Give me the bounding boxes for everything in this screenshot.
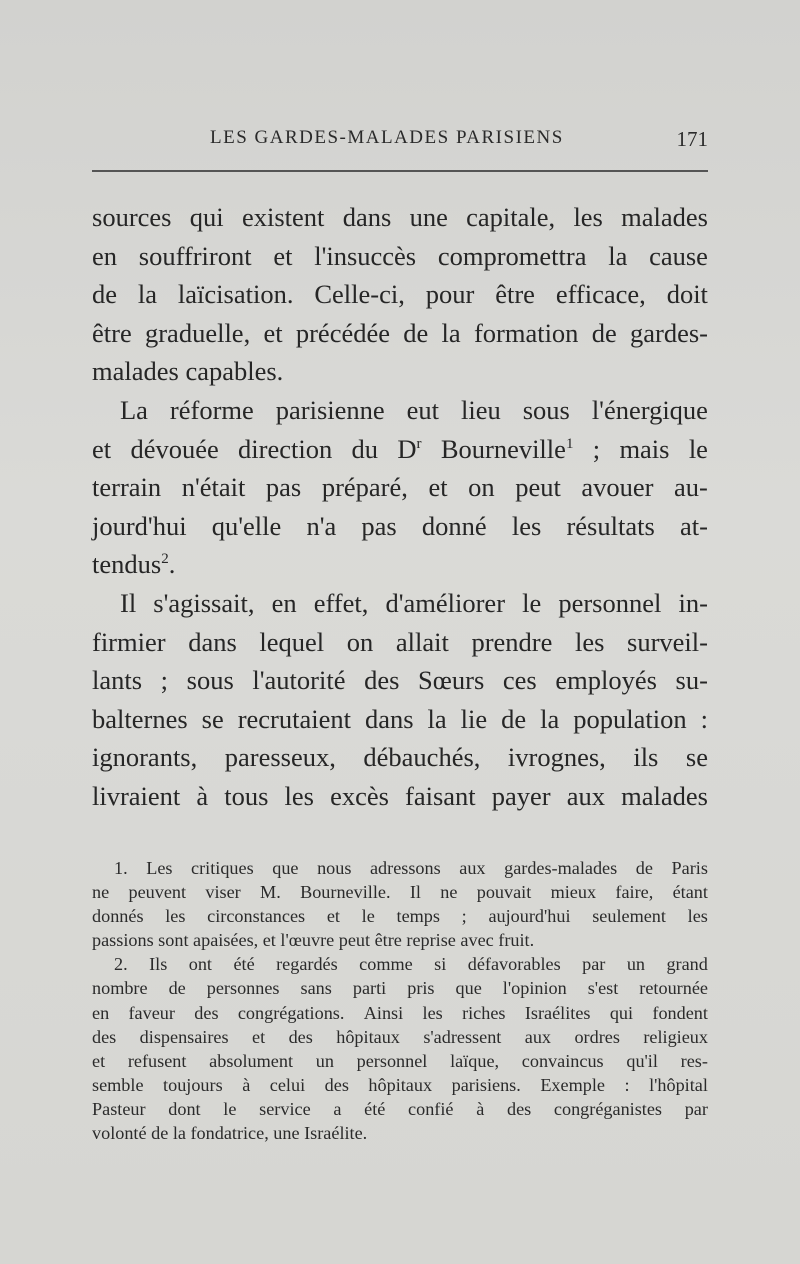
body-line: en souffriront et l'insuccès compromettra la cause bbox=[92, 240, 708, 271]
running-head: LES GARDES-MALADES PARISIENS bbox=[210, 127, 564, 148]
body-line: firmier dans lequel on allait prendre les surveil- bbox=[92, 626, 708, 657]
body-line: terrain n'était pas préparé, et on peut avouer au- bbox=[92, 472, 708, 503]
body-line: balternes se recrutaient dans la lie de la population : bbox=[92, 703, 708, 734]
page-header bbox=[92, 127, 708, 157]
footnotes bbox=[92, 856, 708, 1145]
footnote-line: 2. Ils ont été regardés comme si défavorables par un grand bbox=[114, 954, 708, 975]
footnote-line: passions sont apaisées, et l'œuvre peut être reprise avec fruit. bbox=[92, 930, 535, 951]
body-line: ignorants, paresseux, débauchés, ivrognes, ils se bbox=[92, 742, 708, 773]
footnote-line: donnés les circonstances et le temps ; aujourd'hui seulement les bbox=[92, 906, 708, 927]
footnote-line: des dispensaires et des hôpitaux s'adressent aux ordres religieux bbox=[92, 1026, 708, 1047]
footnote-line: semble toujours à celui des hôpitaux parisiens. Exemple : l'hôpital bbox=[92, 1074, 708, 1095]
body-line: et dévouée direction du $D^r$ Bourneville$^1$ ; mais le bbox=[92, 433, 708, 464]
body-text bbox=[92, 198, 708, 816]
footnote-line: nombre de personnes sans parti pris que l'opinion s'est retournée bbox=[92, 978, 708, 999]
body-line: lants ; sous l'autorité des Sœurs ces employés su- bbox=[92, 665, 708, 696]
body-line: tendus$^2$. bbox=[92, 549, 176, 580]
body-line: livraient à tous les excès faisant payer aux malades bbox=[92, 780, 708, 811]
footnote-line: Pasteur dont le service a été confié à des congréganistes par bbox=[92, 1098, 708, 1119]
page-number: 171 bbox=[676, 127, 708, 151]
body-line: de la laïcisation. Celle-ci, pour être efficace, doit bbox=[92, 279, 708, 310]
footnote-line: et refusent absolument un personnel laïque, convaincus qu'il res- bbox=[92, 1050, 708, 1071]
body-line: être graduelle, et précédée de la formation de gardes- bbox=[92, 317, 708, 348]
body-line: Il s'agissait, en effet, d'améliorer le personnel in- bbox=[120, 587, 708, 618]
body-line: jourd'hui qu'elle n'a pas donné les résultats at- bbox=[92, 510, 708, 541]
body-line: La réforme parisienne eut lieu sous l'énergique bbox=[120, 394, 708, 425]
body-line: malades capables. bbox=[92, 356, 284, 387]
header-rule bbox=[92, 170, 708, 172]
body-line: sources qui existent dans une capitale, les malades bbox=[92, 202, 708, 232]
footnote-line: ne peuvent viser M. Bourneville. Il ne pouvait mieux faire, étant bbox=[92, 882, 708, 903]
footnote-line: en faveur des congrégations. Ainsi les riches Israélites qui fondent bbox=[92, 1002, 708, 1023]
footnote-line: volonté de la fondatrice, une Israélite. bbox=[92, 1123, 368, 1144]
footnote-line: 1. Les critiques que nous adressons aux gardes-malades de Paris bbox=[114, 858, 708, 878]
